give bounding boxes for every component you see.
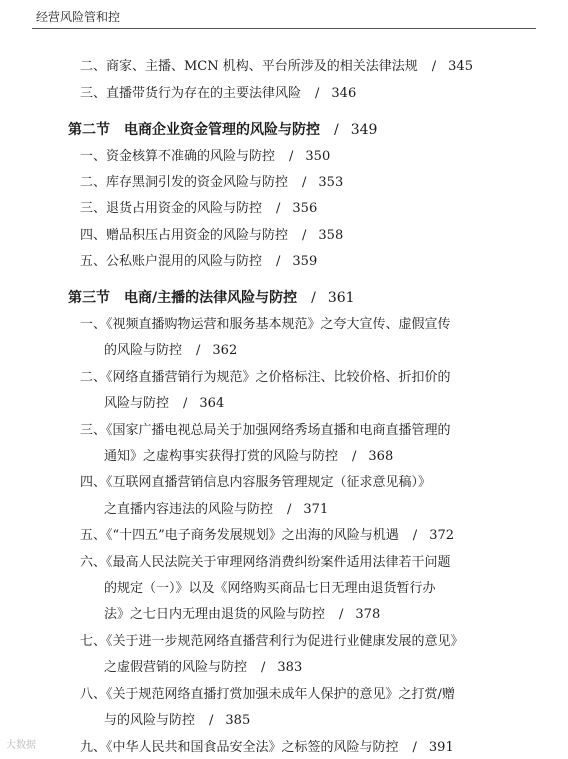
toc-entry[interactable] <box>80 85 356 103</box>
toc-entry-title: 七、《关于进一步规范网络直播营利行为促进行业健康发展的意见》 <box>80 634 464 649</box>
toc-entry[interactable] <box>80 148 330 166</box>
toc-separator: / <box>276 201 281 216</box>
watermark: 大数据 <box>6 740 36 751</box>
toc-page-number: 371 <box>303 502 329 517</box>
toc-page-number: 358 <box>318 228 344 243</box>
toc-entry[interactable] <box>104 501 328 519</box>
toc-page-number: 345 <box>448 59 473 74</box>
toc-separator: / <box>302 228 307 243</box>
toc-page-number: 378 <box>355 607 381 622</box>
toc-separator: / <box>315 86 320 101</box>
toc-entry-title: 三、《国家广播电视总局关于加强网络秀场直播和电商直播管理的 <box>80 423 451 438</box>
toc-entry[interactable] <box>80 474 431 492</box>
toc-page-number: 391 <box>428 740 454 755</box>
toc-entry[interactable] <box>80 58 473 76</box>
toc-page-number: 356 <box>292 201 318 216</box>
toc-separator: / <box>352 449 357 464</box>
toc-page-number: 368 <box>368 449 394 464</box>
toc-separator: / <box>276 254 281 269</box>
toc-entry[interactable] <box>104 395 224 413</box>
toc-entry[interactable] <box>80 253 317 271</box>
toc-separator: / <box>339 607 344 622</box>
toc-page-number: 362 <box>212 343 238 358</box>
toc-page-number: 346 <box>331 86 357 101</box>
toc-entry-title: 与的风险与防控 <box>104 713 196 728</box>
toc-entry-title: 通知》之虚构事实获得打赏的风险与防控 <box>104 449 339 464</box>
toc-entry[interactable] <box>80 369 451 387</box>
toc-page-number: 364 <box>199 396 225 411</box>
toc-entry-title: 九、《中华人民共和国食品安全法》之标签的风险与防控 <box>80 740 399 755</box>
toc-separator: / <box>289 149 294 164</box>
toc-entry-title: 四、赠品积压占用资金的风险与防控 <box>80 228 289 243</box>
toc-entry-title: 一、《视频直播购物运营和服务基本规范》之夸大宣传、虚假宣传 <box>80 317 451 332</box>
toc-entry[interactable] <box>80 633 464 651</box>
toc-entry-title: 五、公私账户混用的风险与防控 <box>80 254 263 269</box>
toc-entry-title: 二、《网络直播营销行为规范》之价格标注、比较价格、折扣价的 <box>80 370 451 385</box>
toc-entry-title: 三、直播带货行为存在的主要法律风险 <box>80 86 302 101</box>
toc-separator: / <box>334 122 339 138</box>
toc-separator: / <box>209 713 214 728</box>
toc-entry[interactable] <box>80 422 451 440</box>
toc-separator: / <box>261 660 266 675</box>
toc-separator: / <box>287 502 292 517</box>
toc-separator: / <box>311 290 316 306</box>
toc-entry-title: 的风险与防控 <box>104 343 183 358</box>
toc-entry-title: 第三节 电商/主播的法律风险与防控 <box>68 290 298 306</box>
toc-entry-title: 一、资金核算不准确的风险与防控 <box>80 149 276 164</box>
toc-page-number: 385 <box>225 713 251 728</box>
toc-entry[interactable] <box>80 227 343 245</box>
toc-page-number: 383 <box>277 660 303 675</box>
toc-entry[interactable] <box>80 686 455 704</box>
toc-entry[interactable] <box>80 316 451 334</box>
toc-entry-title: 之虚假营销的风险与防控 <box>104 660 248 675</box>
toc-separator: / <box>302 175 307 190</box>
toc-entry[interactable] <box>104 712 250 730</box>
toc-separator: / <box>196 343 201 358</box>
toc-entry[interactable] <box>104 606 380 624</box>
toc-section-heading[interactable] <box>68 289 355 307</box>
toc-entry-title: 二、库存黑洞引发的资金风险与防控 <box>80 175 289 190</box>
toc-entry-title: 八、《关于规范网络直播打赏加强未成年人保护的意见》之打赏/赠 <box>80 687 455 702</box>
toc-entry[interactable] <box>80 174 343 192</box>
toc-page-number: 350 <box>305 149 331 164</box>
running-header: 经营风险管和控 <box>36 10 121 24</box>
toc-page-number: 361 <box>327 290 355 306</box>
toc-entry-title: 的规定（一）》以及《网络购买商品七日无理由退货暂行办 <box>104 581 436 596</box>
toc-entry-title: 第二节 电商企业资金管理的风险与防控 <box>68 122 320 138</box>
toc-entry-title: 之直播内容违法的风险与防控 <box>104 502 274 517</box>
toc-entry[interactable] <box>104 580 436 598</box>
toc-page-number: 359 <box>292 254 318 269</box>
toc-entry[interactable] <box>104 659 302 677</box>
toc-page-number: 372 <box>429 528 455 543</box>
toc-entry[interactable] <box>104 342 237 360</box>
toc-entry[interactable] <box>80 527 454 545</box>
toc-entry[interactable] <box>104 448 393 466</box>
toc-entry-title: 四、《互联网直播营销信息内容服务管理规定（征求意见稿）》 <box>80 475 432 490</box>
toc-section-heading[interactable] <box>68 121 377 139</box>
toc-page-number: 349 <box>350 122 378 138</box>
toc-entry-title: 三、退货占用资金的风险与防控 <box>80 201 263 216</box>
toc-page-number: 353 <box>318 175 344 190</box>
toc-entry[interactable] <box>80 739 454 757</box>
toc-entry[interactable] <box>80 554 451 572</box>
toc-entry[interactable] <box>80 200 317 218</box>
toc-entry-title: 二、商家、主播、MCN 机构、平台所涉及的相关法律法规 <box>80 59 418 74</box>
toc-entry-title: 六、《最高人民法院关于审理网络消费纠纷案件适用法律若干问题 <box>80 555 451 570</box>
toc-entry-title: 风险与防控 <box>104 396 170 411</box>
toc-separator: / <box>431 59 437 74</box>
toc-entry-title: 五、《“十四五”电子商务发展规划》之出海的风险与机遇 <box>80 528 399 543</box>
toc-separator: / <box>412 740 417 755</box>
toc-separator: / <box>183 396 188 411</box>
toc-entry-title: 法》之七日内无理由退货的风险与防控 <box>104 607 326 622</box>
toc-separator: / <box>412 528 418 543</box>
